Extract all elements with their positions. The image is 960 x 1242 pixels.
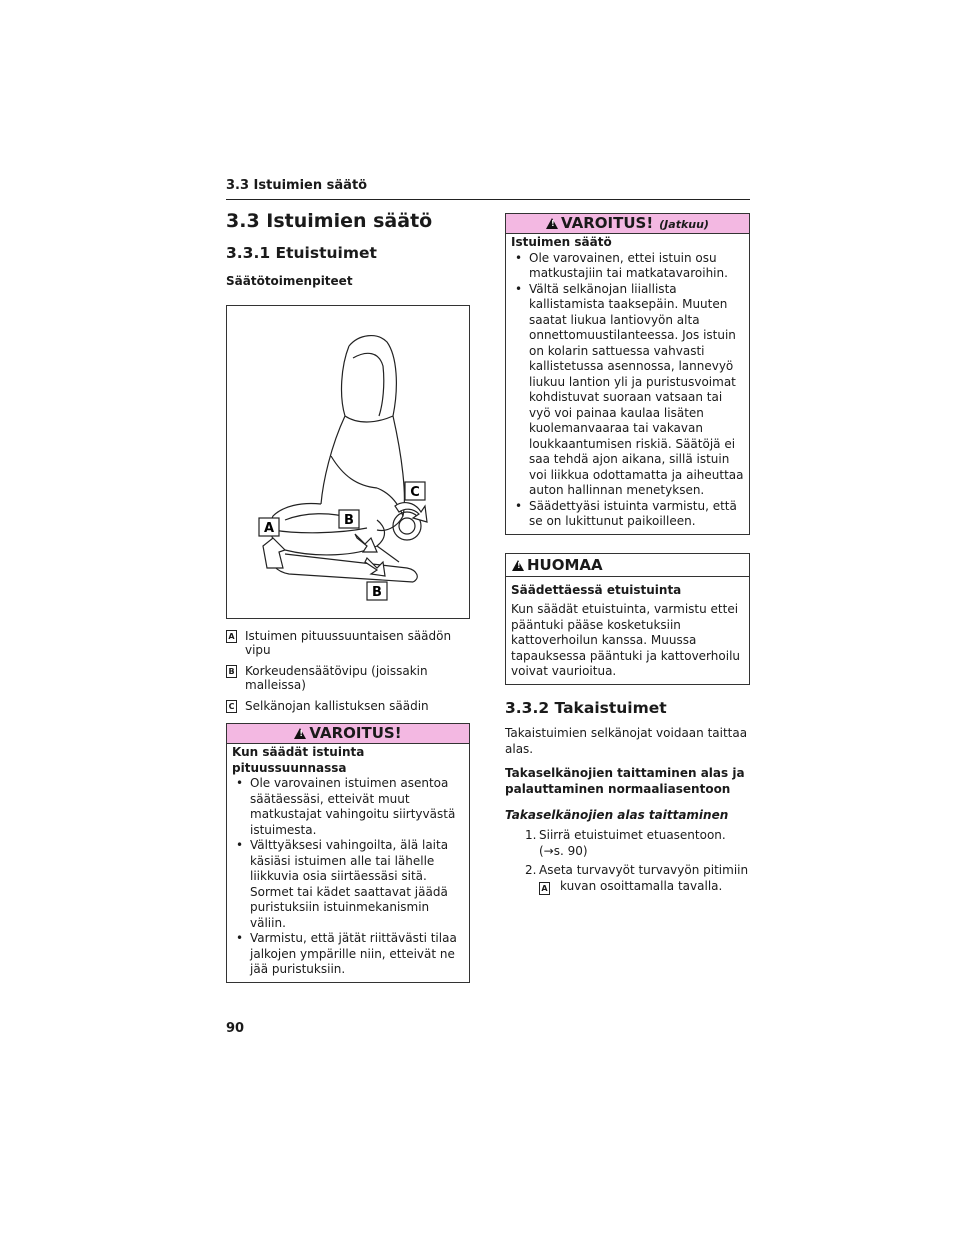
warning-item: • Ole varovainen istuimen asentoa säätäessäsi, etteivät muut matkustajat vahingoitu siirtyvästä istuimesta. xyxy=(232,776,464,838)
callout-b-upper-text: B xyxy=(344,513,354,528)
steps-list xyxy=(505,827,750,895)
callout-a xyxy=(259,518,279,536)
header-rule xyxy=(226,199,750,200)
subsection-title-front-seats: 3.3.1 Etuistuimet xyxy=(226,244,377,262)
warning-title-seat-adjustment: Istuimen säätö xyxy=(511,235,612,249)
legend-key-b: B xyxy=(226,665,237,678)
running-head: 3.3 Istuimien säätö xyxy=(226,178,368,193)
warning-list-continued xyxy=(511,251,744,530)
step-text: Siirrä etuistuimet etuasentoon. (→s. 90) xyxy=(539,827,726,858)
warning-list xyxy=(232,776,464,978)
warning-item: • Varmistu, että jätät riittävästi tilaa jalkojen ympärille niin, etteivät ne jää puristuksiin. xyxy=(232,931,464,978)
step-key-a: A xyxy=(539,882,550,895)
notice-box xyxy=(505,553,750,685)
step-number: 2. xyxy=(525,862,537,877)
subheading-folding-down: Takaselkänojien alas taittaminen xyxy=(505,807,729,822)
step-number: 1. xyxy=(525,827,537,842)
seat-drawing xyxy=(227,306,469,618)
callout-b-lower-text: B xyxy=(372,585,382,600)
warning-box-longitudinal xyxy=(226,723,470,983)
step-item xyxy=(505,827,750,859)
notice-header xyxy=(506,554,749,577)
warning-item: • Välttyäksesi vahingoilta, älä laita käsiäsi istuimen alle tai lähelle liikkuvia osia siirtäessäsi sitä. Sormet tai kädet saattavat jäädä puristuksiin istuinmekanismin väliin. xyxy=(232,838,464,931)
warning-item: • Säädettyäsi istuinta varmistu, että se on lukittunut paikoilleen. xyxy=(511,499,744,530)
warning-header-text: VAROITUS! xyxy=(309,724,402,742)
warning-header-text: VAROITUS! xyxy=(561,214,654,232)
warning-title: Kun säädät istuinta pituussuunnassa xyxy=(232,745,365,775)
subsection-title-rear-seats: 3.3.2 Takaistuimet xyxy=(505,698,667,717)
notice-body xyxy=(506,577,749,684)
warning-item: • Vältä selkänojan liiallista kallistamista taaksepäin. Muuten saatat liukua lantiovyön alta onnettomuustilanteessa. Jos istuin on kolarin sattuessa vahvasti kallistetussa asennossa, lannevyö liukuu lantion yli ja puristusvoimat kohdistuvat suoraan vatsaan tai vyö voi painaa kaulaa lisäten kuolemanvaaraa tai vakavan loukkaantumisen riskiä. Säätöjä ei saa tehdä ajon aikana, sillä istuin voi liikkua odottamatta ja aiheuttaa auton hallinnan menetyksen. xyxy=(511,282,744,499)
warning-triangle-icon: ! xyxy=(294,728,306,739)
callout-c xyxy=(405,482,425,500)
warning-box-continued xyxy=(505,213,750,535)
legend-key-a: A xyxy=(226,630,237,643)
step-text: Aseta turvavyöt turvavyön pitimiin xyxy=(539,862,749,877)
callout-b-lower xyxy=(367,582,387,600)
notice-title: Säädettäessä etuistuinta xyxy=(511,582,682,597)
subheading-adjustments: Säätötoimenpiteet xyxy=(226,274,353,288)
warning-header-continued xyxy=(506,214,749,234)
figure-legend xyxy=(226,629,470,713)
legend-item-a xyxy=(226,629,470,657)
step-item xyxy=(505,862,750,895)
warning-triangle-icon: ! xyxy=(546,218,558,229)
legend-item-c xyxy=(226,699,470,713)
continued-label: (Jatkuu) xyxy=(659,218,709,231)
legend-text-c: Selkänojan kallistuksen säädin xyxy=(245,699,429,713)
right-column xyxy=(505,213,750,898)
section-title: 3.3 Istuimien säätö xyxy=(226,210,433,232)
callout-b-upper xyxy=(339,510,359,528)
legend-key-c: C xyxy=(226,700,237,713)
warning-body xyxy=(227,744,469,982)
page-number: 90 xyxy=(226,1021,245,1036)
warning-item: • Ole varovainen, ettei istuin osu matkustajiin tai matkatavaroihin. xyxy=(511,251,744,282)
seat-illustration xyxy=(226,305,470,619)
callout-c-text: C xyxy=(410,485,420,500)
legend-text-b: Korkeudensäätövipu (joissakin malleissa) xyxy=(245,664,428,692)
notice-text: Kun säädät etuistuinta, varmistu ettei pääntuki pääse kosketuksiin kattoverhoilun kanssa. Muussa tapauksessa pääntuki ja kattoverhoilu voivat vaurioitua. xyxy=(511,602,741,678)
rear-seats-paragraph: Takaistuimien selkänojat voidaan taittaa alas. xyxy=(505,725,748,756)
notice-triangle-icon: ! xyxy=(512,560,524,571)
callout-a-text: A xyxy=(263,521,275,536)
subheading-fold-and-return: Takaselkänojien taittaminen alas ja palauttaminen normaaliasentoon xyxy=(505,765,745,796)
notice-header-text: HUOMAA xyxy=(527,555,603,574)
legend-text-a: Istuimen pituussuuntaisen säädön vipu xyxy=(245,629,452,657)
step-text-continued: kuvan osoittamalla tavalla. xyxy=(560,878,723,893)
warning-header xyxy=(227,724,469,744)
left-column xyxy=(226,206,470,983)
legend-item-b xyxy=(226,664,470,692)
warning-body-continued xyxy=(506,234,749,534)
